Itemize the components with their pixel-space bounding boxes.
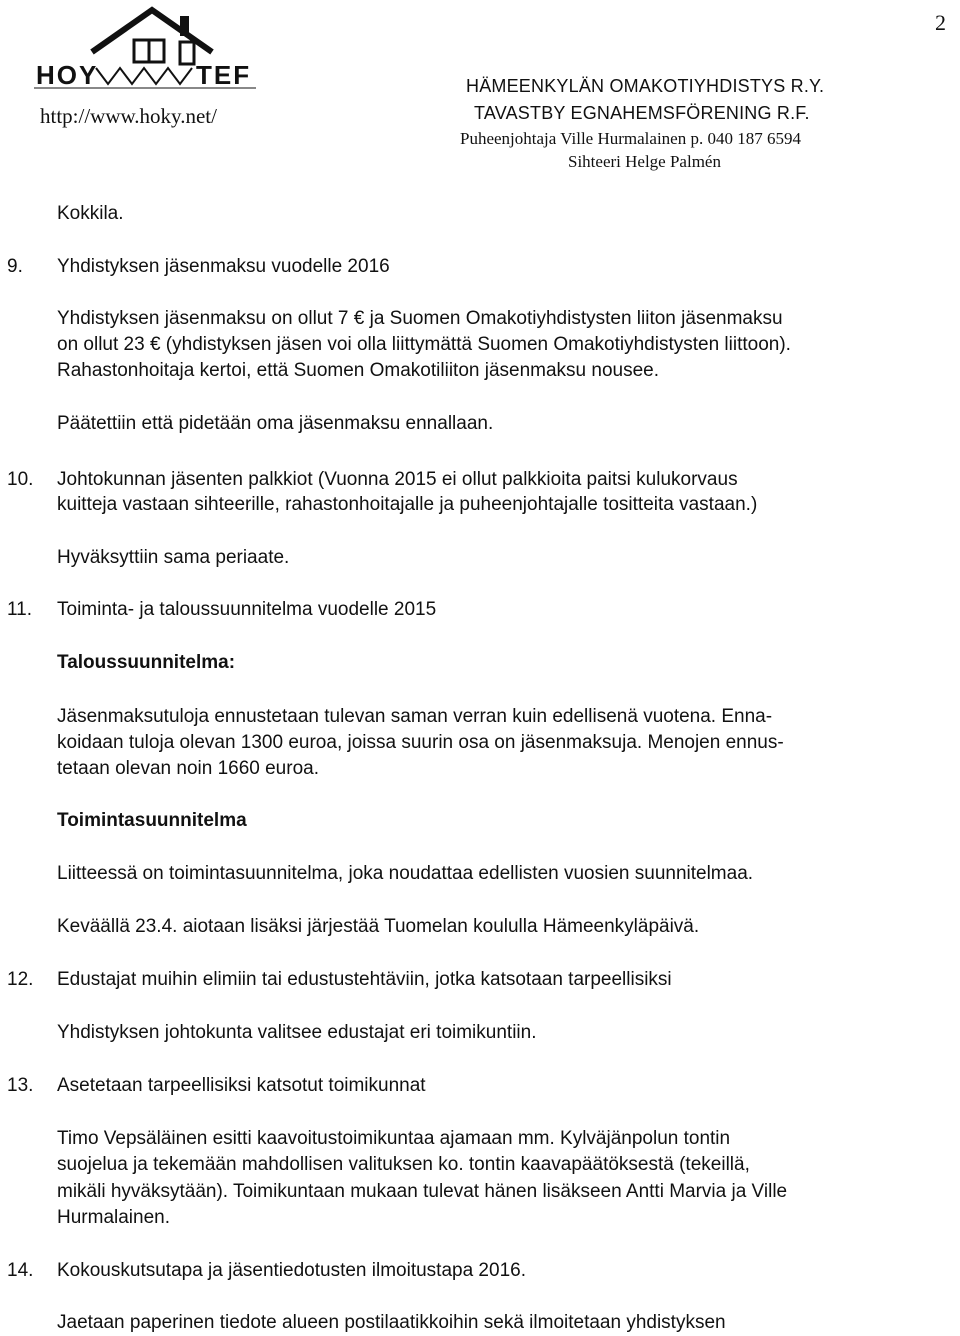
budget-heading: Taloussuunnitelma: [57,652,236,673]
section-9-number: 9. [7,256,23,277]
section-13-para-line: suojelua ja tekemään mahdollisen valituksen ko. tontin kaavapäätöksestä (tekeillä, [57,1154,750,1175]
section-9-title: Yhdistyksen jäsenmaksu vuodelle 2016 [57,256,390,277]
activity-plan-text: Liitteessä on toimintasuunnitelma, joka noudattaa edellisten vuosien suunnitelmaa. [57,863,754,884]
section-13-para-line: Timo Vepsäläinen esitti kaavoitustoimikuntaa ajamaan mm. Kylväjänpolun tontin [57,1128,731,1149]
section-11-number: 11. [7,599,33,620]
svg-text:TEF: TEF [196,60,252,90]
section-13-title: Asetetaan tarpeellisiksi katsotut toimikunnat [57,1075,426,1096]
section-9-decision: Päätettiin että pidetään oma jäsenmaksu ennallaan. [57,413,494,434]
section-10-decision: Hyväksyttiin sama periaate. [57,547,290,568]
svg-text:HOY: HOY [36,60,99,90]
kokkila-text: Kokkila. [57,203,124,224]
secretary: Sihteeri Helge Palmén [568,152,721,171]
section-10-line: Johtokunnan jäsenten palkkiot (Vuonna 2015 ei ollut palkkioita paitsi kulukorvaus [57,469,738,490]
spring-event-text: Keväällä 23.4. aiotaan lisäksi järjestää Tuomelan koululla Hämeenkyläpäivä. [57,916,700,937]
section-10-number: 10. [7,469,34,490]
section-14-number: 14. [7,1260,34,1281]
section-9-para-line: Yhdistyksen jäsenmaksu on ollut 7 € ja Suomen Omakotiyhdistysten liiton jäsenmaksu [57,308,783,329]
section-13-number: 13. [7,1075,34,1096]
org-logo [30,4,260,90]
activity-plan-heading: Toimintasuunnitelma [57,810,247,831]
section-13-para-line: mikäli hyväksytään). Toimikuntaan mukaan tulevat hänen lisäkseen Antti Marvia ja Ville [57,1181,788,1202]
section-13-para-line: Hurmalainen. [57,1207,170,1228]
section-12-text: Yhdistyksen johtokunta valitsee edustajat eri toimikuntiin. [57,1022,537,1043]
section-9-para-line: Rahastonhoitaja kertoi, että Suomen Omakotiliiton jäsenmaksu nousee. [57,360,660,381]
budget-para-line: Jäsenmaksutuloja ennustetaan tulevan saman verran kuin edellisenä vuotena. Enna- [57,706,773,727]
website-link[interactable]: http://www.hoky.net/ [40,104,217,128]
budget-para-line: tetaan olevan noin 1660 euroa. [57,758,319,779]
section-9-para-line: on ollut 23 € (yhdistyksen jäsen voi olla liittymättä Suomen Omakotiyhdistysten liittoon). [57,334,791,355]
section-11-title: Toiminta- ja taloussuunnitelma vuodelle 2015 [57,599,437,620]
org-name-fi: HÄMEENKYLÄN OMAKOTIYHDISTYS R.Y. [466,76,825,96]
section-10-line: kuitteja vastaan sihteerille, rahastonhoitajalle ja puheenjohtajalle tositteita vastaan.) [57,494,758,515]
page-number: 2 [935,10,946,35]
section-12-title: Edustajat muihin elimiin tai edustustehtäviin, jotka katsotaan tarpeellisiksi [57,969,672,990]
org-name-sv: TAVASTBY EGNAHEMSFÖRENING R.F. [474,103,810,123]
budget-para-line: koidaan tuloja olevan 1300 euroa, joissa suurin osa on jäsenmaksuja. Menojen ennus- [57,732,784,753]
section-14-text: Jaetaan paperinen tiedote alueen postilaatikkoihin sekä ilmoitetaan yhdistyksen [57,1312,726,1333]
chairperson: Puheenjohtaja Ville Hurmalainen p. 040 187 6594 [460,129,801,148]
section-14-title: Kokouskutsutapa ja jäsentiedotusten ilmoitustapa 2016. [57,1260,526,1281]
section-12-number: 12. [7,969,34,990]
house-logo-icon [30,4,260,90]
